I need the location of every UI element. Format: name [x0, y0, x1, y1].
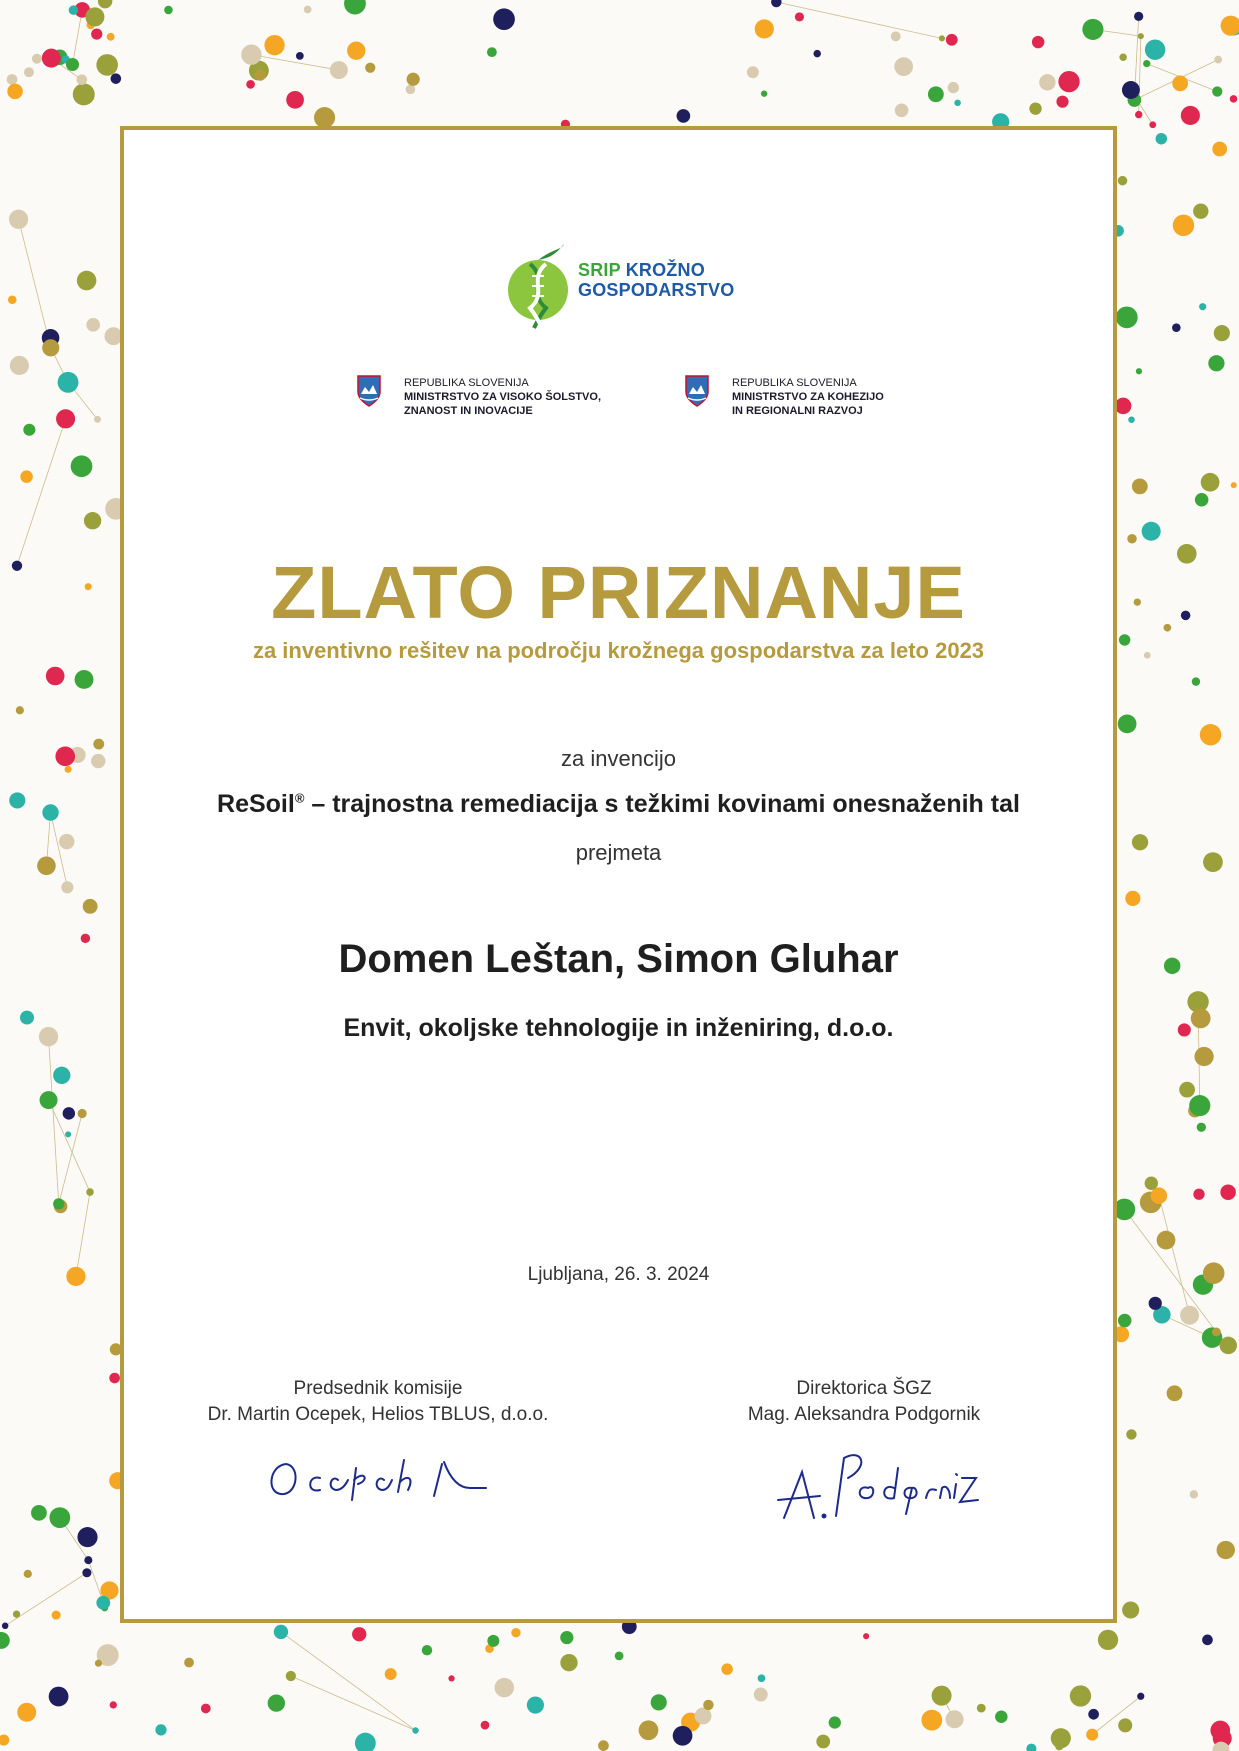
ministry-name-line2: IN REGIONALNI RAZVOJ: [732, 405, 863, 417]
network-dot: [201, 1704, 211, 1714]
network-dot: [527, 1696, 544, 1713]
network-dot: [8, 295, 17, 304]
network-dot: [352, 1627, 366, 1641]
network-dot: [891, 31, 901, 41]
network-dot: [448, 1675, 454, 1681]
network-line: [73, 10, 83, 65]
network-dot: [1201, 473, 1220, 492]
network-dot: [1149, 1297, 1162, 1310]
network-dot: [1181, 611, 1191, 621]
ministry-name-line2: ZNANOST IN INOVACIJE: [404, 405, 533, 417]
network-dot: [1125, 891, 1140, 906]
network-dot: [37, 856, 56, 875]
network-dot: [61, 881, 73, 893]
network-dot: [286, 91, 304, 109]
network-dot: [84, 1556, 92, 1564]
network-dot: [314, 107, 335, 128]
network-line: [17, 419, 66, 566]
network-dot: [1190, 1490, 1198, 1498]
network-dot: [296, 52, 304, 60]
network-dot: [347, 42, 365, 60]
network-dot: [155, 1724, 166, 1735]
registered-mark: ®: [294, 790, 305, 806]
network-dot: [109, 1373, 120, 1384]
network-line: [1159, 1196, 1190, 1316]
coat-of-arms-icon: [684, 374, 710, 408]
network-dot: [481, 1721, 490, 1730]
recipient-company: Envit, okoljske tehnologije in inženiring, d.o.o.: [343, 1014, 894, 1042]
network-dot: [53, 1198, 64, 1209]
network-dot: [1119, 634, 1130, 645]
network-dot: [65, 1131, 71, 1137]
network-dot: [75, 670, 94, 689]
network-dot: [344, 0, 366, 14]
network-dot: [721, 1663, 733, 1675]
place-and-date: Ljubljana, 26. 3. 2024: [527, 1264, 710, 1285]
ministry-country: REPUBLIKA SLOVENIJA: [404, 377, 529, 389]
network-dot: [651, 1694, 667, 1710]
signatory-right: [654, 1376, 1074, 1524]
network-dot: [1199, 303, 1206, 310]
network-dot: [495, 1678, 514, 1697]
network-line: [51, 813, 68, 888]
network-dot: [85, 583, 92, 590]
network-dot: [1149, 121, 1156, 128]
invention-name: [124, 790, 1113, 819]
network-dot: [1138, 33, 1144, 39]
network-dot: [286, 1671, 296, 1681]
network-line: [59, 1113, 82, 1203]
network-dot: [385, 1668, 397, 1680]
network-dot: [330, 61, 348, 79]
network-dot: [1151, 1187, 1168, 1204]
network-dot: [895, 103, 909, 117]
signature-ocepek: [258, 1444, 498, 1514]
network-dot: [1193, 1189, 1204, 1200]
logo-gospodarstvo: GOSPODARSTVO: [578, 280, 735, 300]
network-dot: [1122, 81, 1140, 99]
network-dot: [98, 0, 112, 8]
ministry-name-line1: MINISTRSTVO ZA KOHEZIJO: [732, 391, 884, 403]
network-dot: [91, 28, 102, 39]
network-dot: [1132, 478, 1148, 494]
network-dot: [66, 1267, 85, 1286]
network-dot: [1086, 1729, 1098, 1741]
network-dot: [407, 73, 420, 86]
logo-krozno: KROŽNO: [625, 260, 705, 280]
network-dot: [1177, 544, 1197, 564]
network-dot: [1142, 522, 1161, 541]
network-dot: [40, 1091, 58, 1109]
network-dot: [487, 47, 497, 57]
network-dot: [1118, 176, 1128, 186]
network-dot: [77, 1527, 97, 1547]
network-dot: [1144, 652, 1151, 659]
invention-brand: ReSoil: [217, 790, 295, 818]
network-dot: [1178, 1023, 1191, 1036]
network-dot: [53, 1067, 70, 1084]
network-dot: [96, 1596, 110, 1610]
network-dot: [1039, 74, 1055, 90]
network-dot: [1163, 624, 1171, 632]
network-dot: [1032, 36, 1044, 48]
network-dot: [1088, 1709, 1099, 1720]
network-dot: [1197, 1123, 1206, 1132]
signatory-name: Dr. Martin Ocepek, Helios TBLUS, d.o.o.: [207, 1404, 549, 1425]
network-dot: [1132, 834, 1148, 850]
network-dot: [32, 54, 42, 64]
network-dot: [1051, 1728, 1071, 1748]
network-dot: [1195, 493, 1209, 507]
network-dot: [1179, 1082, 1195, 1098]
srip-logo: [504, 242, 744, 330]
network-dot: [0, 1632, 10, 1649]
network-dot: [795, 12, 804, 21]
network-dot: [1180, 1306, 1199, 1325]
network-dot: [23, 424, 35, 436]
network-dot: [24, 1570, 32, 1578]
network-dot: [1119, 53, 1127, 61]
network-dot: [921, 1710, 942, 1731]
network-dot: [96, 54, 118, 76]
network-dot: [1135, 111, 1142, 118]
network-dot: [1220, 1185, 1236, 1201]
network-dot: [703, 1700, 713, 1710]
network-dot: [52, 1611, 61, 1620]
network-line: [19, 219, 51, 347]
network-dot: [1191, 1009, 1211, 1029]
network-dot: [78, 1109, 87, 1118]
network-dot: [598, 1740, 609, 1751]
network-dot: [1164, 958, 1180, 974]
network-dot: [24, 67, 34, 77]
network-dot: [1082, 19, 1103, 40]
network-dot: [39, 1027, 58, 1046]
network-dot: [673, 1726, 693, 1746]
network-dot: [49, 1507, 70, 1528]
network-dot: [932, 1686, 952, 1706]
network-dot: [894, 57, 913, 76]
network-dot: [77, 271, 97, 291]
network-dot: [42, 339, 59, 356]
recipient-names: Domen Leštan, Simon Gluhar: [338, 937, 899, 981]
network-dot: [1115, 398, 1131, 414]
network-dot: [1231, 482, 1237, 488]
network-dot: [1118, 715, 1137, 734]
network-dot: [1193, 203, 1208, 218]
network-dot: [639, 1720, 659, 1740]
network-dot: [58, 372, 79, 393]
invention-description: – trajnostna remediacija s težkimi kovinami onesnaženih tal: [304, 790, 1020, 818]
network-dot: [493, 8, 515, 30]
network-dot: [1172, 76, 1188, 92]
network-dot: [56, 409, 75, 428]
network-dot: [264, 35, 284, 55]
coat-of-arms-icon: [356, 374, 382, 408]
network-dot: [9, 210, 28, 229]
network-dot: [1122, 1601, 1139, 1618]
network-line: [76, 1192, 90, 1276]
network-dot: [1208, 355, 1224, 371]
network-dot: [1118, 1314, 1132, 1328]
network-dot: [0, 1734, 9, 1745]
network-dot: [677, 109, 691, 123]
network-line: [1092, 1696, 1141, 1734]
network-dot: [928, 86, 944, 102]
network-dot: [274, 1625, 288, 1639]
network-dot: [939, 35, 945, 41]
network-dot: [816, 1735, 830, 1749]
network-dot: [1126, 1429, 1136, 1439]
network-dot: [1203, 852, 1223, 872]
network-dot: [1220, 1337, 1237, 1354]
network-dot: [1143, 60, 1150, 67]
network-dot: [83, 899, 98, 914]
network-dot: [1214, 56, 1222, 64]
network-dot: [73, 83, 95, 105]
network-dot: [13, 1611, 20, 1618]
network-dot: [12, 561, 22, 571]
network-dot: [1098, 1630, 1118, 1650]
network-dot: [86, 318, 100, 332]
network-dot: [487, 1635, 499, 1647]
network-dot: [412, 1727, 418, 1733]
network-dot: [946, 34, 958, 46]
certificate-frame: [120, 126, 1117, 1623]
network-dot: [754, 1688, 768, 1702]
network-dot: [1058, 71, 1079, 92]
network-dot: [1145, 39, 1165, 59]
network-dot: [66, 58, 79, 71]
network-dot: [91, 754, 105, 768]
network-dot: [615, 1651, 624, 1660]
network-dot: [111, 73, 122, 84]
network-dot: [1137, 1693, 1144, 1700]
network-dot: [511, 1628, 520, 1637]
signatory-role: Predsednik komisije: [293, 1378, 463, 1399]
network-dot: [55, 747, 75, 767]
network-dot: [1026, 1744, 1036, 1751]
network-dot: [1134, 12, 1143, 21]
network-dot: [1202, 1635, 1213, 1646]
network-dot: [1230, 95, 1238, 103]
network-dot: [17, 1703, 36, 1722]
network-dot: [110, 1701, 117, 1708]
logo-wordmark: [578, 260, 734, 300]
network-dot: [9, 792, 25, 808]
network-dot: [761, 90, 767, 96]
network-dot: [1156, 133, 1168, 145]
network-dot: [977, 1704, 986, 1713]
network-dot: [1157, 1231, 1176, 1250]
network-dot: [31, 1505, 47, 1521]
network-dot: [1145, 1177, 1158, 1190]
network-dot: [813, 50, 820, 57]
network-dot: [1173, 215, 1194, 236]
network-dot: [355, 1733, 376, 1751]
network-dot: [81, 934, 90, 943]
network-dot: [1189, 1095, 1210, 1116]
network-dot: [255, 70, 266, 81]
network-dot: [365, 63, 375, 73]
network-dot: [79, 75, 87, 83]
network-dot: [1212, 142, 1227, 157]
network-dot: [1128, 416, 1135, 423]
network-line: [5, 1573, 87, 1626]
network-dot: [1192, 677, 1200, 685]
ministry-country: REPUBLIKA SLOVENIJA: [732, 377, 857, 389]
ministry-name-line1: MINISTRSTVO ZA VISOKO ŠOLSTVO,: [404, 391, 601, 403]
certificate-subtitle: za inventivno rešitev na področju krožnega gospodarstva za leto 2023: [252, 638, 985, 663]
network-dot: [954, 100, 961, 107]
network-dot: [863, 1633, 869, 1639]
network-dot: [1056, 96, 1068, 108]
network-dot: [94, 416, 101, 423]
network-dot: [1136, 368, 1142, 374]
network-dot: [1167, 1385, 1183, 1401]
network-dot: [1127, 534, 1136, 543]
certificate-title: ZLATO PRIZNANJE: [271, 551, 966, 634]
for-invention-label: za invencijo: [561, 746, 676, 771]
network-dot: [755, 19, 774, 38]
network-dot: [7, 74, 18, 85]
network-dot: [164, 6, 173, 15]
receives-label: prejmeta: [575, 840, 662, 865]
network-dot: [86, 1188, 94, 1196]
network-dot: [42, 49, 61, 68]
network-dot: [758, 1674, 766, 1682]
network-dot: [65, 766, 72, 773]
network-dot: [71, 455, 93, 477]
network-dot: [84, 512, 101, 529]
network-dot: [42, 804, 58, 820]
logo-srip: SRIP: [578, 260, 621, 280]
network-dot: [1172, 323, 1181, 332]
network-dot: [107, 33, 115, 41]
network-dot: [1118, 1718, 1132, 1732]
network-dot: [93, 739, 104, 750]
dna-leaf-icon: [504, 242, 574, 330]
network-dot: [63, 1107, 75, 1119]
network-line: [49, 1037, 59, 1204]
signatory-left: [168, 1376, 588, 1514]
network-dot: [49, 1687, 69, 1707]
network-dot: [1212, 1328, 1221, 1337]
network-dot: [406, 85, 416, 95]
network-dot: [304, 6, 312, 14]
network-dot: [7, 84, 22, 99]
network-dot: [1203, 1262, 1225, 1284]
network-dot: [948, 82, 959, 93]
network-dot: [995, 1711, 1007, 1723]
network-dot: [422, 1645, 432, 1655]
signatory-name: Mag. Aleksandra Podgornik: [747, 1404, 981, 1425]
network-dot: [1181, 106, 1200, 125]
network-dot: [246, 80, 255, 89]
network-dot: [747, 66, 759, 78]
network-dot: [1029, 103, 1041, 115]
signature-podgornik: [744, 1444, 984, 1524]
network-dot: [1214, 325, 1230, 341]
network-dot: [560, 1631, 573, 1644]
network-dot: [1212, 86, 1222, 96]
network-line: [291, 1676, 416, 1730]
network-dot: [829, 1716, 841, 1728]
network-dot: [1217, 1541, 1235, 1559]
network-dot: [95, 1660, 102, 1667]
signatory-role: Direktorica ŠGZ: [796, 1378, 932, 1399]
network-dot: [1134, 598, 1141, 605]
network-dot: [771, 0, 781, 7]
network-line: [281, 1632, 416, 1731]
network-dot: [1070, 1685, 1091, 1706]
network-dot: [268, 1694, 285, 1711]
network-dot: [20, 1011, 34, 1025]
network-dot: [85, 7, 104, 26]
network-dot: [241, 45, 261, 65]
network-dot: [69, 5, 78, 14]
network-dot: [2, 1623, 9, 1630]
network-dot: [1194, 1047, 1213, 1066]
network-dot: [946, 1710, 964, 1728]
network-dot: [184, 1658, 194, 1668]
network-dot: [1221, 16, 1239, 36]
network-dot: [20, 470, 32, 482]
network-dot: [1210, 1721, 1230, 1741]
network-dot: [59, 834, 74, 849]
network-dot: [1116, 306, 1138, 328]
network-dot: [16, 706, 24, 714]
network-dot: [82, 1568, 91, 1577]
network-dot: [46, 667, 65, 686]
network-dot: [560, 1654, 577, 1671]
network-dot: [10, 356, 29, 375]
network-dot: [1200, 724, 1221, 745]
